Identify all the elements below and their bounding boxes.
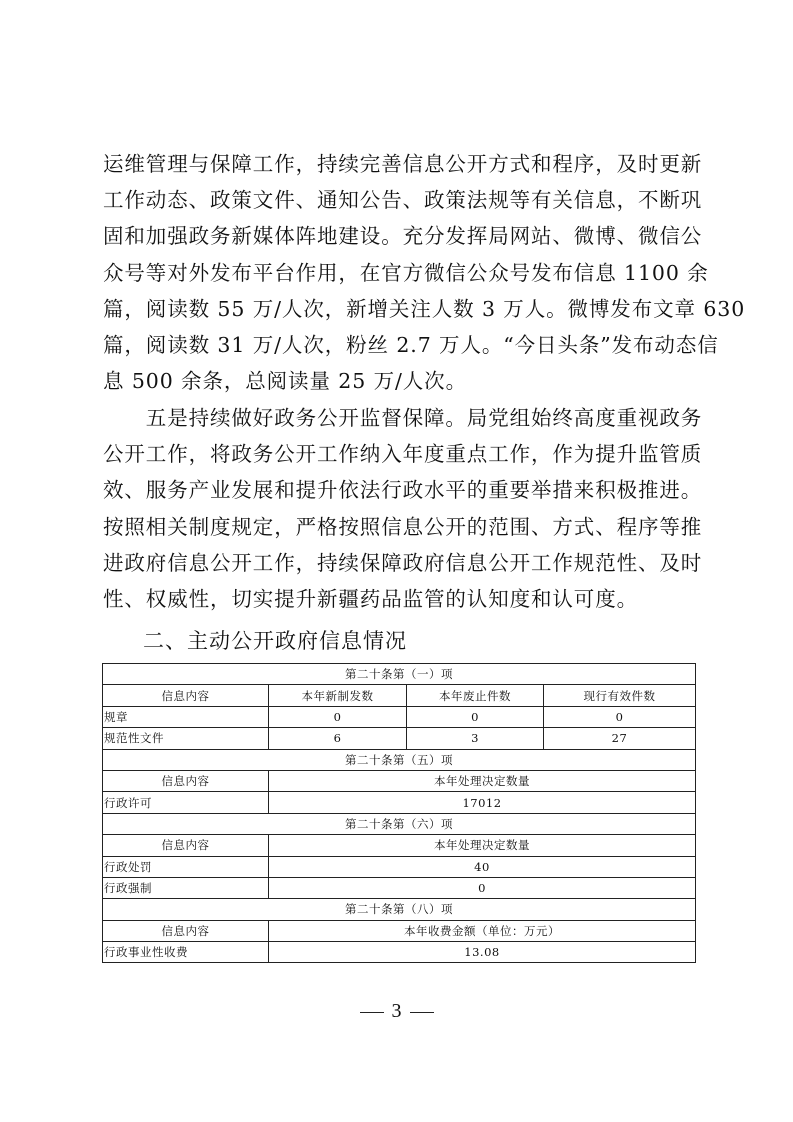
- table-row: [103, 728, 696, 749]
- section-title: 第二十条第（八）项: [103, 899, 696, 920]
- header-row: [103, 770, 696, 791]
- row-label: 规章: [103, 706, 269, 727]
- row-label: 行政强制: [103, 877, 269, 898]
- cell-abolished: 3: [407, 728, 544, 749]
- table-row: [103, 706, 696, 727]
- cell-value: 17012: [269, 792, 696, 813]
- header-cell: 本年新制发数: [269, 685, 407, 706]
- cell-valid: 0: [544, 706, 696, 727]
- section-title: 第二十条第（五）项: [103, 749, 696, 770]
- text-line: 效、服务产业发展和提升依法行政水平的重要举措来积极推进。: [103, 478, 703, 503]
- paragraph-supervision: [103, 400, 703, 617]
- paragraph-media-work: [103, 146, 746, 399]
- page-number: [0, 1000, 793, 1023]
- cell-value: 0: [269, 877, 696, 898]
- row-label: 规范性文件: [103, 728, 269, 749]
- header-row: [103, 920, 696, 941]
- dash-left: [360, 1012, 384, 1013]
- cell-new: 0: [269, 706, 407, 727]
- table-row: [103, 792, 696, 813]
- header-cell: 现行有效件数: [544, 685, 696, 706]
- dash-right: [410, 1012, 434, 1013]
- header-cell: 信息内容: [103, 685, 269, 706]
- text-line: 按照相关制度规定，严格按照信息公开的范围、方式、程序等推: [103, 514, 703, 539]
- table-row: [103, 877, 696, 898]
- section-title: 第二十条第（一）项: [103, 664, 696, 685]
- text-line: 篇，阅读数 31 万/人次，粉丝 2.7 万人。“今日头条”发布动态信: [103, 332, 719, 357]
- section-title-row: [103, 899, 696, 920]
- text-line: 固和加强政务新媒体阵地建设。充分发挥局网站、微博、微信公: [103, 224, 703, 249]
- text-line: 篇，阅读数 55 万/人次，新增关注人数 3 万人。微博发布文章 630: [103, 296, 746, 321]
- header-cell: 本年收费金额（单位：万元）: [269, 920, 696, 941]
- row-label: 行政许可: [103, 792, 269, 813]
- section-title-row: [103, 664, 696, 685]
- cell-value: 40: [269, 856, 696, 877]
- text-line: 进政府信息公开工作，持续保障政府信息公开工作规范性、及时: [103, 550, 703, 575]
- table-row: [103, 856, 696, 877]
- header-cell: 信息内容: [103, 920, 269, 941]
- section-title-row: [103, 749, 696, 770]
- header-cell: 信息内容: [103, 770, 269, 791]
- text-line: 五是持续做好政务公开监督保障。局党组始终高度重视政务: [103, 406, 703, 430]
- section-title: 第二十条第（六）项: [103, 813, 696, 834]
- header-row: [103, 685, 696, 706]
- text-line: 运维管理与保障工作，持续完善信息公开方式和程序，及时更新: [103, 152, 703, 176]
- text-line: 公开工作，将政务公开工作纳入年度重点工作，作为提升监管质: [103, 442, 703, 467]
- table-row: [103, 942, 696, 963]
- header-cell: 本年处理决定数量: [269, 835, 696, 856]
- cell-valid: 27: [544, 728, 696, 749]
- cell-value: 13.08: [269, 942, 696, 963]
- text-line: 性、权威性，切实提升新疆药品监管的认知度和认可度。: [103, 586, 638, 611]
- header-row: [103, 835, 696, 856]
- row-label: 行政处罚: [103, 856, 269, 877]
- section-heading: 二、主动公开政府信息情况: [143, 629, 407, 653]
- cell-abolished: 0: [407, 706, 544, 727]
- header-cell: 本年废止件数: [407, 685, 544, 706]
- row-label: 行政事业性收费: [103, 942, 269, 963]
- cell-new: 6: [269, 728, 407, 749]
- section-title-row: [103, 813, 696, 834]
- header-cell: 本年处理决定数量: [269, 770, 696, 791]
- text-line: 众号等对外发布平台作用，在官方微信公众号发布信息 1100 余: [103, 260, 709, 285]
- text-line: 息 500 余条，总阅读量 25 万/人次。: [103, 369, 467, 394]
- page-number-value: 3: [391, 1000, 402, 1022]
- text-line: 工作动态、政策文件、通知公告、政策法规等有关信息，不断巩: [103, 188, 703, 213]
- header-cell: 信息内容: [103, 835, 269, 856]
- disclosure-table: [102, 663, 696, 963]
